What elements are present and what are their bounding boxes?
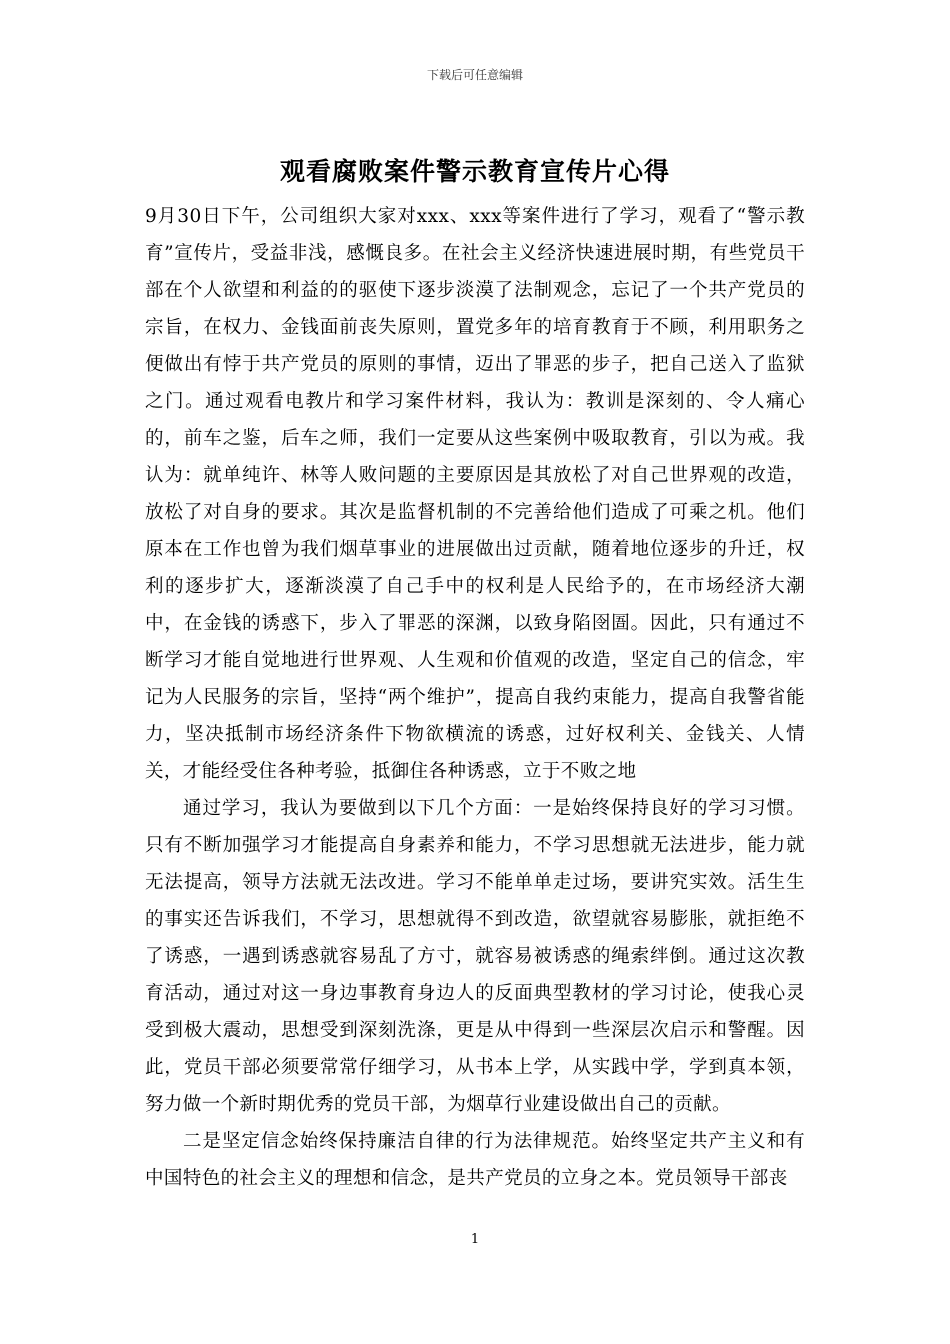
document-body xyxy=(145,198,805,1197)
paragraph-1: 9月30日下午，公司组织大家对xxx、xxx等案件进行了学习，观看了“警示教育”宣传片，受益非浅，感慨良多。在社会主义经济快速进展时期，有些党员干部在个人欲望和利益的的驱使下逐步淡漠了法制观念，忘记了一个共产党员的宗旨，在权力、金钱面前丧失原则，置党多年的培育教育于不顾，利用职务之便做出有悖于共产党员的原则的事情，迈出了罪恶的步子，把自己送入了监狱之门。通过观看电教片和学习案件材料，我认为：教训是深刻的、令人痛心的，前车之鉴，后车之师，我们一定要从这些案例中吸取教育，引以为戒。我认为：就单纯许、林等人败问题的主要原因是其放松了对自己世界观的改造，放松了对自身的要求。其次是监督机制的不完善给他们造成了可乘之机。他们原本在工作也曾为我们烟草事业的进展做出过贡献，随着地位逐步的升迁，权利的逐步扩大，逐渐淡漠了自己手中的权利是人民给予的，在市场经济大潮中，在金钱的诱惑下，步入了罪恶的深渊，以致身陷囹圄。因此，只有通过不断学习才能自觉地进行世界观、人生观和价值观的改造，坚定自己的信念，牢记为人民服务的宗旨，坚持“两个维护”，提高自我约束能力，提高自我警省能力，坚决抵制市场经济条件下物欲横流的诱惑，过好权利关、金钱关、人情关，才能经受住各种考验，抵御住各种诱惑，立于不败之地 xyxy=(145,206,805,782)
paragraph-3: 二是坚定信念始终保持廉洁自律的行为法律规范。始终坚定共产主义和有中国特色的社会主义的理想和信念，是共产党员的立身之本。党员领导干部丧 xyxy=(145,1131,805,1189)
document-title: 观看腐败案件警示教育宣传片心得 xyxy=(279,157,670,186)
header-note: 下载后可任意编辑 xyxy=(426,68,523,82)
paragraph-2: 通过学习，我认为要做到以下几个方面：一是始终保持良好的学习习惯。只有不断加强学习才能提高自身素养和能力，不学习思想就无法进步，能力就无法提高，领导方法就无法改进。学习不能单单走过场，要讲究实效。活生生的事实还告诉我们，不学习，思想就得不到改造，欲望就容易膨胀，就拒绝不了诱惑，一遇到诱惑就容易乱了方寸，就容易被诱惑的绳索绊倒。通过这次教育活动，通过对这一身边事教育身边人的反面典型教材的学习讨论，使我心灵受到极大震动，思想受到深刻洗涤，更是从中得到一些深层次启示和警醒。因此，党员干部必须要常常仔细学习，从书本上学，从实践中学，学到真本领，努力做一个新时期优秀的党员干部，为烟草行业建设做出自己的贡献。 xyxy=(145,798,805,1115)
page-number: 1 xyxy=(470,1232,480,1247)
